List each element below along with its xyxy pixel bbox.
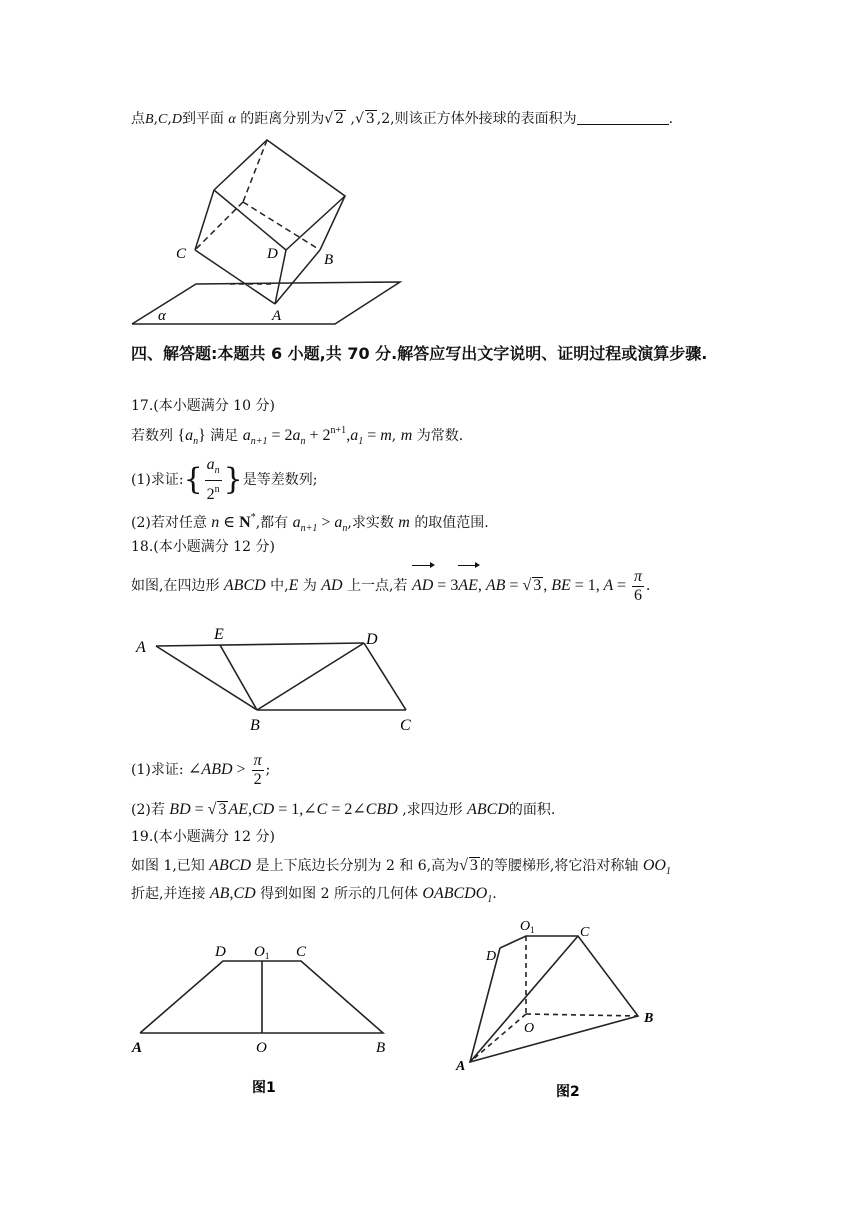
label-d: D xyxy=(267,246,278,262)
q18-text: 中, xyxy=(270,578,289,594)
q18-text: (1)求证: xyxy=(131,762,184,778)
label-o1: $O_1$ xyxy=(520,919,535,935)
n-in-N: n ∈ N* xyxy=(211,512,256,531)
comma: , xyxy=(350,111,355,127)
label-b: B xyxy=(324,252,334,268)
label-e: E xyxy=(214,626,224,643)
label-b: B xyxy=(644,1011,654,1026)
cube-edge xyxy=(275,250,320,304)
sqrt-icon: √ xyxy=(354,111,364,127)
label-c: C xyxy=(580,925,590,940)
folded-solid-figure-2 xyxy=(452,918,672,1104)
q17-header: 17.(本小题满分 10 分) xyxy=(131,398,275,414)
q17-text: (2)若对任意 xyxy=(131,515,207,531)
q16-text-line xyxy=(131,108,673,131)
q19-text: 折起,并连接 xyxy=(131,886,206,902)
q18-text: 如图,在四边形 xyxy=(131,578,220,594)
label-o1: $O_1$ xyxy=(254,944,270,961)
q19-text: 得到如图 2 所示的几何体 xyxy=(260,886,418,902)
right-brace-icon: } xyxy=(223,462,243,497)
q19-text: 是上下底边长分别为 2 和 6,高为 xyxy=(255,858,460,874)
angle-abd-inequality: ∠ABD > $\frac{\pi}{2}$ xyxy=(188,751,262,788)
label-d: D xyxy=(215,944,226,960)
segment-ab xyxy=(156,646,257,710)
q19-stem-line2 xyxy=(131,883,497,911)
label-o: O xyxy=(524,1021,535,1036)
q19-text: 如图 1,已知 xyxy=(131,858,205,874)
comma: , xyxy=(153,111,159,127)
seq-an: $\{a_n\}$ xyxy=(177,427,206,447)
figure-caption-2: 图2 xyxy=(556,1084,580,1100)
segments-ab-cd: AB,CD xyxy=(209,885,256,902)
solid-oabcdo1: $OABCDO_1$ xyxy=(422,885,493,905)
q17-part1 xyxy=(131,456,317,504)
segment-cd xyxy=(364,643,406,710)
q17-text: 为常数. xyxy=(416,428,464,444)
trapezoid-figure-1 xyxy=(128,936,398,1096)
part2-conditions: BD = √ 3 AE,CD = 1,∠C = 2∠CBD xyxy=(169,801,398,818)
inequality-an: $a_{n+1} > a_n$ xyxy=(292,514,348,534)
period: . xyxy=(668,111,674,127)
q17-text: ,都有 xyxy=(255,515,289,531)
comma: , xyxy=(391,428,397,444)
q18-text: ,求四边形 xyxy=(402,802,463,818)
left-brace-icon: { xyxy=(183,462,203,497)
given-conditions: AD = 3AE, AB = √ 3 , BE = 1, A = $\frac{\pi}{6}$ . xyxy=(412,577,650,594)
q16-text: 到平面 xyxy=(181,111,224,127)
cube-top-face xyxy=(214,140,345,250)
label-d: D xyxy=(366,631,378,648)
q19-header: 19.(本小题满分 12 分) xyxy=(131,829,275,845)
segment-be xyxy=(220,645,257,710)
segment-ad: AD xyxy=(321,577,343,594)
label-a: A xyxy=(272,308,282,324)
quad-abcd: ABCD xyxy=(223,577,266,594)
var-m: m xyxy=(400,427,413,444)
q19-text: 的等腰梯形,将它沿对称轴 xyxy=(479,858,639,874)
q17-stem xyxy=(131,420,463,453)
label-o: O xyxy=(256,1040,267,1056)
label-alpha: α xyxy=(158,308,166,324)
q18-text: 上一点,若 xyxy=(347,578,408,594)
var-m: m xyxy=(398,514,410,531)
cube-hidden-edge xyxy=(243,140,267,202)
segment-ad xyxy=(156,643,364,646)
label-c: C xyxy=(400,717,411,734)
comma: , xyxy=(167,111,172,127)
period: . xyxy=(492,886,497,902)
label-d: D xyxy=(486,949,497,964)
figure-caption-1: 图1 xyxy=(252,1080,276,1096)
q18-stem xyxy=(131,566,650,606)
q17-text: 的取值范围. xyxy=(414,515,489,531)
cube-figure xyxy=(130,138,410,330)
sqrt-3: √ 3 xyxy=(459,857,478,874)
label-a: A xyxy=(456,1059,466,1074)
semicolon: ; xyxy=(265,762,271,778)
q18-part2 xyxy=(131,799,555,821)
q17-text: (1)求证: xyxy=(131,472,184,488)
point-e: E xyxy=(288,577,299,594)
q17-text: 满足 xyxy=(210,428,239,444)
q18-text: 的面积. xyxy=(508,802,556,818)
sqrt-value: 3 xyxy=(365,111,375,127)
plane-alpha xyxy=(132,282,400,324)
q18-text: (2)若 xyxy=(131,802,165,818)
q18-header: 18.(本小题满分 12 分) xyxy=(131,539,275,555)
label-c: C xyxy=(296,944,307,960)
q16-text: ,2,则该正方体外接球的表面积为 xyxy=(376,111,577,127)
sqrt-value: 2 xyxy=(335,111,345,127)
cube-hidden-edge xyxy=(243,202,320,250)
label-b: B xyxy=(250,717,260,734)
quad-abcd: ABCD xyxy=(467,801,509,818)
point-d: D xyxy=(171,112,182,127)
point-c: C xyxy=(158,112,168,127)
q16-text: 的距离分别为 xyxy=(240,111,325,127)
label-c: C xyxy=(176,246,187,262)
q18-part1 xyxy=(131,750,270,790)
answer-blank[interactable] xyxy=(577,110,669,125)
trapezoid-abcd: ABCD xyxy=(209,857,252,874)
alpha-symbol: α xyxy=(228,112,236,127)
q18-text: 为 xyxy=(302,578,317,594)
label-b: B xyxy=(376,1040,386,1056)
recurrence-formula: $a_{n+1} = 2a_n + 2^{n+1},a_1 = m$ xyxy=(242,425,392,447)
point-b: B xyxy=(145,112,154,127)
q17-text: 若数列 xyxy=(131,428,173,444)
label-a: A xyxy=(132,1040,143,1056)
q19-stem-line1 xyxy=(131,855,671,883)
label-a: A xyxy=(136,639,146,656)
segment-bd xyxy=(257,643,364,710)
cube-edge xyxy=(320,196,345,250)
axis-oo1: $OO_1$ xyxy=(642,857,671,877)
q17-text: 是等差数列; xyxy=(242,472,318,488)
q16-text: 点 xyxy=(131,111,145,127)
sqrt-icon: √ xyxy=(324,111,334,127)
section-heading: 四、解答题:本题共 6 小题,共 70 分.解答应写出文字说明、证明过程或演算步骤. xyxy=(131,344,708,363)
quadrilateral-figure xyxy=(132,622,432,738)
q17-text: ,求实数 xyxy=(347,515,394,531)
fraction-an-2n: $\frac{a_n}{2^n}$ xyxy=(206,456,220,503)
hidden-edge-ob xyxy=(526,1014,638,1016)
cube-edge xyxy=(195,250,275,304)
